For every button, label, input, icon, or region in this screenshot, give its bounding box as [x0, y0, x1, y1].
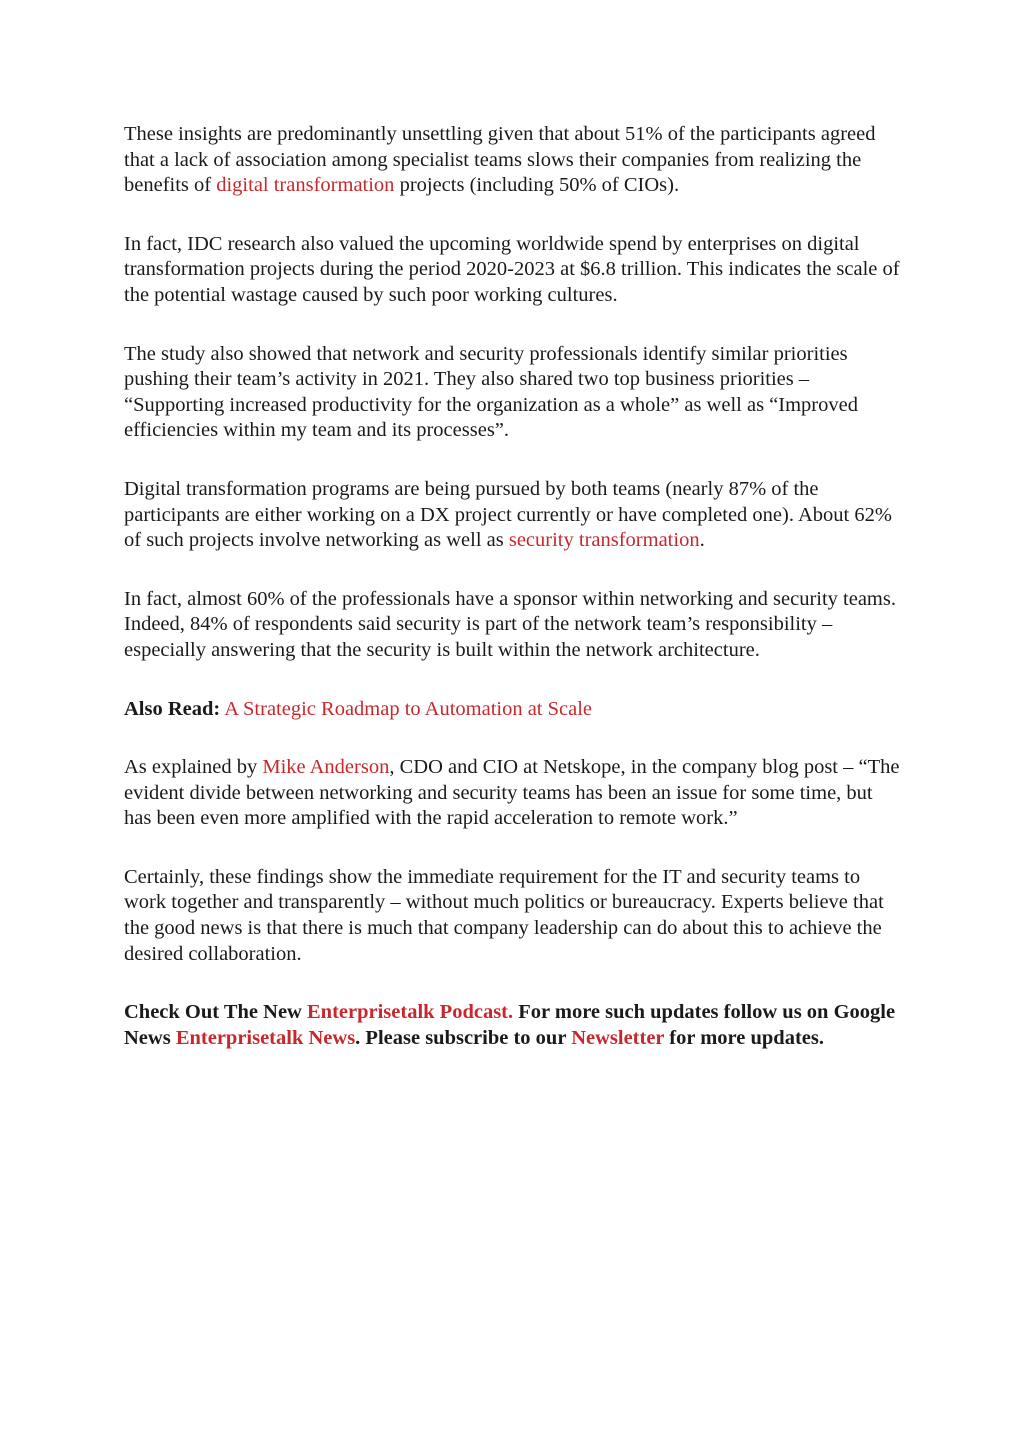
- paragraph-text: In fact, IDC research also valued the upcoming worldwide spend by enterprises on digital transformation projects during the period 2020-2023 at $6.8 trillion. This indicates the scale of the potential wastage caused by such poor working cultures.: [124, 232, 900, 306]
- cta-text: for more updates.: [664, 1026, 824, 1049]
- paragraph-text: Digital transformation programs are being pursued by both teams (nearly 87% of the participants are either working on a DX project currently or have completed one). About 62% of such projects involve networking as well as: [124, 477, 892, 552]
- cta-paragraph: [124, 1000, 904, 1051]
- also-read: [124, 697, 904, 723]
- paragraph-text: In fact, almost 60% of the professionals have a sponsor within networking and security teams. Indeed, 84% of respondents said security is part of the network team’s responsibility – especially answering that the security is built within the network architecture.: [124, 587, 896, 661]
- paragraph-text: The study also showed that network and security professionals identify similar priorities pushing their team’s activity in 2021. They also shared two top business priorities – “Supporting increased productivity for the organization as a whole” as well as “Improved efficiencies within my team and its processes”.: [124, 342, 858, 442]
- paragraph-text: .: [699, 529, 705, 552]
- paragraph-dx-programs: [124, 477, 904, 554]
- podcast-link[interactable]: Enterprisetalk Podcast.: [307, 1001, 514, 1024]
- paragraph-idc-research: [124, 232, 904, 309]
- cta-text: For more such updates follow us on Google News: [124, 1001, 896, 1049]
- paragraph-text: , CDO and CIO at Netskope, in the company blog post – “The evident divide between networking and security teams has been an issue for some time, but has been even more amplified with the rapid acceleration to remote work.”: [124, 756, 900, 830]
- security-transformation-link[interactable]: security transformation: [508, 529, 700, 552]
- paragraph-text: As explained by: [124, 756, 263, 779]
- paragraph-text: Certainly, these findings show the immediate requirement for the IT and security teams to work together and transparently – without much politics or bureaucracy. Experts believe that the good news is that there is much that company leadership can do about this to achieve the desired collaboration.: [124, 865, 884, 965]
- mike-anderson-link[interactable]: Mike Anderson: [262, 756, 390, 779]
- article-body: [124, 122, 904, 1084]
- also-read-label: Also Read:: [124, 697, 221, 720]
- cta-text: Check Out The New: [124, 1001, 307, 1024]
- news-link[interactable]: Enterprisetalk News: [175, 1026, 356, 1049]
- cta-text: . Please subscribe to our: [355, 1026, 572, 1049]
- paragraph-study-priorities: [124, 342, 904, 444]
- paragraph-text: These insights are predominantly unsettling given that about 51% of the participants agreed that a lack of association among specialist teams slows their companies from realizing the benefits of: [124, 123, 876, 197]
- digital-transformation-link[interactable]: digital transformation: [216, 174, 395, 197]
- paragraph-findings: [124, 865, 904, 967]
- paragraph-insights: [124, 122, 904, 199]
- paragraph-quote: [124, 755, 904, 832]
- also-read-link[interactable]: A Strategic Roadmap to Automation at Scale: [224, 697, 593, 720]
- paragraph-sponsor: [124, 587, 904, 664]
- newsletter-link[interactable]: Newsletter: [571, 1026, 665, 1049]
- paragraph-text: projects (including 50% of CIOs).: [394, 174, 680, 197]
